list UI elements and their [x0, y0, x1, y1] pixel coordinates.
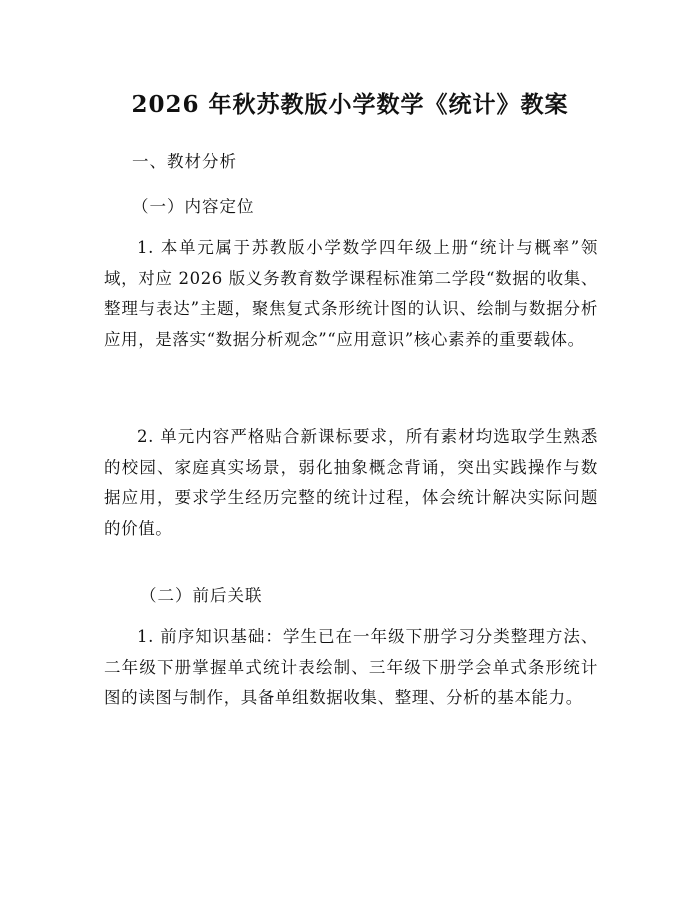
paragraph-content-positioning-1: 1. 本单元属于苏教版小学数学四年级上册“统计与概率”领域，对应 2026 版义务教育数学课程标准第二学段“数据的收集、整理与表达”主题，聚焦复式条形统计图的认识、绘制与数据分析应用，是落实“数据分析观念”“应用意识”核心素养的重要载体。 [104, 238, 598, 349]
section-heading-teaching-material-analysis: 一、教材分析 [132, 152, 237, 171]
document-title: 2026 年秋苏教版小学数学《统计》教案 [131, 91, 569, 118]
subsection-heading-content-positioning: （一）内容定位 [132, 197, 255, 216]
paragraph-connections-1: 1. 前序知识基础：学生已在一年级下册学习分类整理方法、二年级下册掌握单式统计表绘制、三年级下册学会单式条形统计图的读图与制作，具备单组数据收集、整理、分析的基本能力。 [104, 627, 598, 707]
subsection-heading-connections: （二）前后关联 [140, 586, 263, 605]
paragraph-content-positioning-2: 2. 单元内容严格贴合新课标要求，所有素材均选取学生熟悉的校园、家庭真实场景，弱化抽象概念背诵，突出实践操作与数据应用，要求学生经历完整的统计过程，体会统计解决实际问题的价值。 [104, 427, 598, 538]
